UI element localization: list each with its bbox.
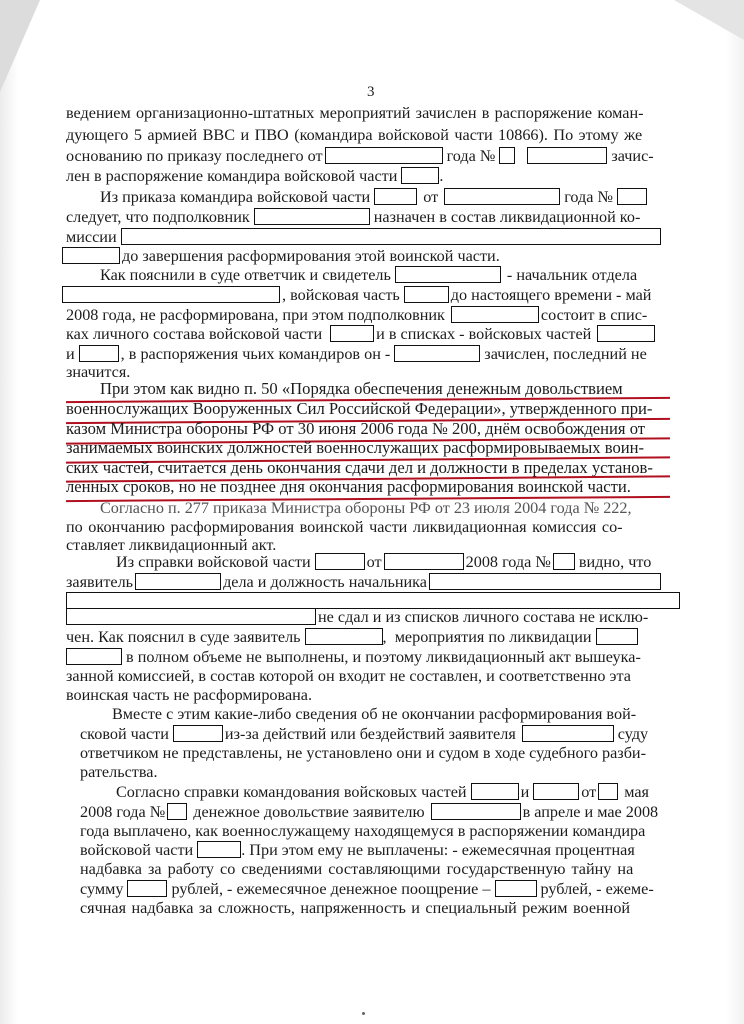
- redaction-box: [305, 628, 383, 645]
- text-line: ках личного состава войсковой части и в списках - войсковых частей: [66, 323, 655, 345]
- text-line: чен. Как пояснил в суде заявитель , мероприятия по ликвидации: [66, 626, 638, 648]
- redaction-box: [254, 208, 370, 225]
- text-line-highlighted: военнослужащих Вооруженных Сил Российской Федерации», утвержденного при-: [66, 399, 653, 418]
- text-line: надбавка за работу со сведениями составляющими государственную тайну на: [80, 860, 634, 878]
- folded-corner-right: [674, 0, 744, 40]
- redaction-box: [330, 325, 374, 342]
- text-line-highlighted: ских частей, считается день окончания сдачи дел и должности в пределах установ-: [66, 458, 653, 477]
- redaction-box: [384, 553, 464, 570]
- text-line: Вместе с этим какие-либо сведения об не окончании расформирования вой-: [112, 705, 637, 723]
- text-line: рательства.: [80, 763, 158, 781]
- text-line-highlighted: При этом как видно п. 50 «Порядка обеспечения денежным довольствием: [100, 379, 623, 398]
- redaction-box: [394, 345, 480, 362]
- text-line: по окончанию расформирования воинской части ликвидационная комиссия со-: [66, 518, 623, 536]
- redaction-box: [197, 841, 241, 858]
- redaction-box: [471, 783, 519, 800]
- text-line: миссии: [66, 226, 661, 248]
- redaction-box: [431, 803, 521, 820]
- text-line: Из приказа командира войсковой части от года №: [100, 186, 647, 208]
- redaction-box: [66, 648, 122, 665]
- text-line-highlighted: казом Министра обороны РФ от 30 июня 2006 года № 200, днём освобождения от: [66, 419, 646, 438]
- redaction-box: [495, 880, 537, 897]
- text-line: 2008 года, не расформирована, при этом подполковник состоит в спис-: [66, 306, 648, 324]
- redaction-box: [401, 167, 439, 184]
- text-line: Согласно п. 277 приказа Министра обороны РФ от 23 июля 2004 года № 222,: [100, 499, 632, 517]
- redaction-box: [325, 147, 443, 164]
- text-line: ставляет ликвидационный акт.: [66, 536, 277, 554]
- text-line: в полном объеме не выполнены, и поэтому ликвидационный акт вышеука-: [66, 646, 641, 668]
- redaction-box: [597, 325, 655, 342]
- text-line-highlighted: занимаемых воинских должностей военнослужащих расформировываемых воин-: [66, 438, 645, 457]
- redaction-box: [598, 783, 618, 800]
- redaction-box: [522, 725, 614, 742]
- redaction-box: [395, 266, 501, 283]
- text-line: воинская часть не расформирована.: [66, 686, 313, 704]
- text-line: значится.: [66, 363, 131, 381]
- redaction-box: [617, 188, 647, 205]
- redaction-box: [173, 725, 223, 742]
- text-line: Как пояснили в суде ответчик и свидетель - начальник отдела: [100, 266, 638, 284]
- text-line: Из справки войсковой части от 2008 года № видно, что: [116, 553, 652, 571]
- folded-corner-left: [0, 0, 40, 92]
- text-line: года выплачено, как военнослужащему находящемуся в распоряжении командира: [80, 822, 646, 840]
- redaction-box: [62, 286, 280, 303]
- redaction-box: [127, 880, 167, 897]
- text-line: и , в распоряжения чьих командиров он - зачислен, последний не: [66, 345, 647, 363]
- text-line: , войсковая часть до настоящего времени - май: [62, 284, 651, 306]
- redaction-box: [66, 608, 316, 625]
- text-line: следует, что подполковник назначен в состав ликвидационной ко-: [66, 208, 641, 226]
- redaction-box: [429, 573, 661, 590]
- text-line: войсковой части . При этом ему не выплачены: - ежемесячная процентная: [80, 841, 635, 859]
- redaction-box: [167, 803, 187, 820]
- redaction-box: [527, 147, 607, 164]
- page-number: 3: [367, 84, 375, 100]
- redaction-box: [121, 228, 661, 245]
- redaction-box: [404, 286, 449, 303]
- redaction-box: [135, 573, 221, 590]
- text-line: дующего 5 армией ВВС и ПВО (командира войсковой части 10866). По этому же: [66, 126, 643, 144]
- scan-speck: [362, 1012, 365, 1015]
- text-line: занной комиссией, в состав которой он входит не составлен, и соответственно эта: [66, 667, 631, 685]
- redaction-box: [451, 306, 539, 323]
- text-line: Согласно справки командования войсковых частей и от мая: [116, 783, 649, 801]
- text-line: до завершения расформирования этой воинской части.: [62, 245, 500, 267]
- redaction-box: [444, 188, 560, 205]
- text-line: ведением организационно-штатных мероприятий зачислен в распоряжение коман-: [66, 104, 644, 122]
- text-line: 2008 года № денежное довольствие заявителю в апреле и мае 2008: [80, 803, 659, 821]
- text-line: заявитель дела и должность начальника: [66, 571, 661, 593]
- text-line: лен в распоряжение командира войсковой части .: [66, 167, 444, 185]
- redaction-box: [62, 247, 120, 264]
- redaction-box: [79, 345, 119, 362]
- redaction-box: [533, 783, 579, 800]
- text-line: сумму рублей, - ежемесячное денежное поощрение – рублей, - ежеме-: [80, 880, 654, 898]
- text-line: основанию по приказу последнего от года № зачис-: [66, 147, 654, 165]
- text-line: не сдал и из списков личного состава не исклю-: [66, 606, 648, 628]
- text-line: ответчиком не представлены, не установлено они и судом в ходе судебного разби-: [80, 744, 646, 762]
- text-line: сковой части из-за действий или бездействий заявителя суду: [80, 725, 649, 743]
- redaction-box: [499, 147, 515, 164]
- text-line-highlighted: ленных сроков, но не позднее дня окончания расформирования воинской части.: [66, 477, 631, 496]
- redaction-box: [315, 553, 365, 570]
- text-line: сячная надбавка за сложность, напряженность и специальный режим военной: [80, 899, 631, 917]
- redaction-box: [374, 188, 417, 205]
- redaction-box: [553, 553, 575, 570]
- redaction-box: [596, 628, 638, 645]
